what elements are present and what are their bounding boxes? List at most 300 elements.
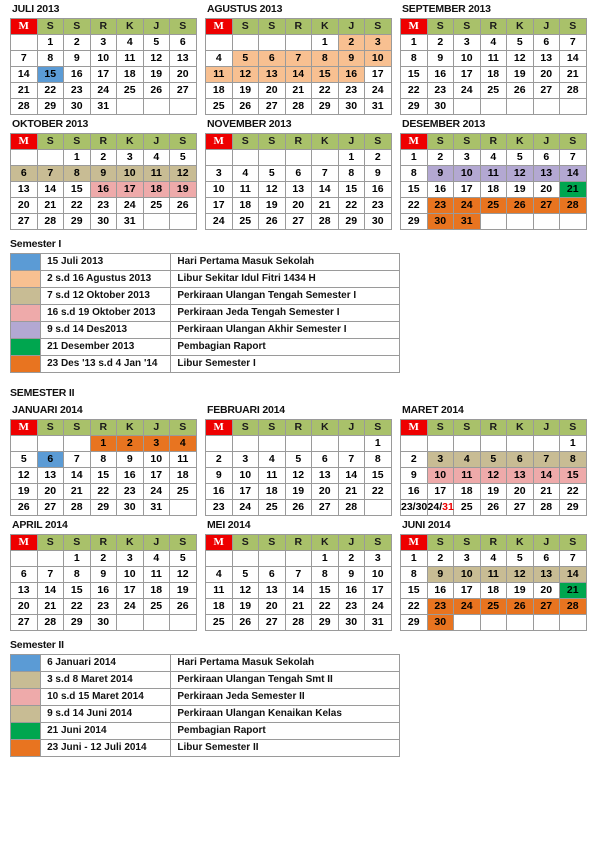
day-cell[interactable]: 5: [507, 551, 534, 567]
day-cell[interactable]: 6: [533, 551, 560, 567]
day-cell[interactable]: 28: [11, 99, 38, 115]
day-cell[interactable]: 26: [507, 599, 534, 615]
day-cell[interactable]: 12: [11, 468, 38, 484]
day-cell[interactable]: 14: [285, 583, 312, 599]
day-cell[interactable]: 25: [117, 83, 144, 99]
day-cell[interactable]: 17: [454, 182, 481, 198]
day-cell[interactable]: 17: [90, 67, 117, 83]
day-cell[interactable]: 3: [454, 150, 481, 166]
day-cell[interactable]: 13: [11, 583, 38, 599]
day-cell[interactable]: 15: [365, 468, 392, 484]
day-cell[interactable]: 6: [170, 35, 197, 51]
day-cell[interactable]: 19: [507, 67, 534, 83]
day-cell[interactable]: 12: [232, 67, 259, 83]
day-cell[interactable]: 11: [480, 51, 507, 67]
day-cell[interactable]: 7: [533, 452, 560, 468]
day-cell[interactable]: 30: [427, 615, 454, 631]
day-cell[interactable]: 4: [143, 551, 170, 567]
day-cell[interactable]: 9: [427, 567, 454, 583]
day-cell[interactable]: 28: [37, 214, 64, 230]
day-cell[interactable]: 21: [560, 67, 587, 83]
day-cell[interactable]: 10: [90, 51, 117, 67]
day-cell[interactable]: 16: [64, 67, 91, 83]
day-cell[interactable]: 2: [206, 452, 233, 468]
day-cell[interactable]: 14: [37, 583, 64, 599]
day-cell[interactable]: 2: [338, 551, 365, 567]
day-cell[interactable]: 22: [312, 599, 339, 615]
day-cell[interactable]: 13: [285, 182, 312, 198]
day-cell[interactable]: 7: [37, 567, 64, 583]
day-cell[interactable]: 3: [365, 551, 392, 567]
day-cell[interactable]: 16: [206, 484, 233, 500]
day-cell[interactable]: 11: [259, 468, 286, 484]
day-cell[interactable]: 11: [480, 567, 507, 583]
day-cell[interactable]: 28: [285, 615, 312, 631]
day-cell[interactable]: 6: [11, 567, 38, 583]
day-cell[interactable]: 17: [454, 67, 481, 83]
day-cell[interactable]: 5: [507, 150, 534, 166]
day-cell[interactable]: 4: [480, 35, 507, 51]
day-cell[interactable]: 18: [170, 468, 197, 484]
day-cell[interactable]: 22: [64, 198, 91, 214]
day-cell[interactable]: 27: [533, 198, 560, 214]
day-cell[interactable]: 23: [365, 198, 392, 214]
day-cell[interactable]: 2: [427, 551, 454, 567]
day-cell[interactable]: 26: [232, 99, 259, 115]
day-cell[interactable]: 29: [312, 615, 339, 631]
day-cell[interactable]: 6: [285, 166, 312, 182]
day-cell[interactable]: 10: [365, 567, 392, 583]
day-cell[interactable]: 6: [11, 166, 38, 182]
day-cell[interactable]: 25: [480, 599, 507, 615]
day-cell[interactable]: 20: [11, 599, 38, 615]
day-cell[interactable]: 25: [143, 599, 170, 615]
day-cell[interactable]: 12: [259, 182, 286, 198]
day-cell[interactable]: 17: [365, 67, 392, 83]
day-cell[interactable]: 22: [338, 198, 365, 214]
day-cell[interactable]: 3: [365, 35, 392, 51]
day-cell[interactable]: 8: [365, 452, 392, 468]
day-cell[interactable]: 16: [427, 182, 454, 198]
day-cell[interactable]: 20: [533, 67, 560, 83]
day-cell[interactable]: 22: [401, 198, 428, 214]
day-cell[interactable]: 11: [170, 452, 197, 468]
day-cell[interactable]: 28: [560, 83, 587, 99]
day-cell[interactable]: 14: [560, 567, 587, 583]
day-cell[interactable]: 19: [11, 484, 38, 500]
day-cell[interactable]: 13: [37, 468, 64, 484]
day-cell[interactable]: 19: [170, 182, 197, 198]
day-cell[interactable]: 25: [480, 198, 507, 214]
day-cell[interactable]: 7: [560, 551, 587, 567]
day-cell[interactable]: 13: [11, 182, 38, 198]
day-cell[interactable]: 14: [338, 468, 365, 484]
day-cell[interactable]: 5: [232, 567, 259, 583]
day-cell[interactable]: 16: [117, 468, 144, 484]
day-cell[interactable]: 17: [232, 484, 259, 500]
day-cell[interactable]: 20: [312, 484, 339, 500]
day-cell[interactable]: 11: [480, 166, 507, 182]
day-cell[interactable]: 8: [37, 51, 64, 67]
day-cell[interactable]: 6: [533, 150, 560, 166]
day-cell[interactable]: 26: [507, 83, 534, 99]
day-cell[interactable]: 9: [90, 567, 117, 583]
day-cell[interactable]: 4: [480, 150, 507, 166]
day-cell[interactable]: 19: [285, 484, 312, 500]
day-cell[interactable]: 6: [507, 452, 534, 468]
day-cell[interactable]: 30: [427, 99, 454, 115]
day-cell[interactable]: 8: [64, 166, 91, 182]
day-cell[interactable]: 26: [170, 198, 197, 214]
day-cell[interactable]: 6: [37, 452, 64, 468]
day-cell[interactable]: 30: [365, 214, 392, 230]
day-cell[interactable]: 24: [365, 599, 392, 615]
day-cell[interactable]: 13: [533, 166, 560, 182]
day-cell[interactable]: 27: [312, 500, 339, 516]
day-cell[interactable]: 4: [454, 452, 481, 468]
day-cell[interactable]: 4: [259, 452, 286, 468]
day-cell[interactable]: 9: [338, 51, 365, 67]
day-cell[interactable]: 15: [338, 182, 365, 198]
day-cell[interactable]: 8: [64, 567, 91, 583]
day-cell[interactable]: 12: [507, 567, 534, 583]
day-cell[interactable]: 29: [312, 99, 339, 115]
day-cell[interactable]: 28: [285, 99, 312, 115]
day-cell[interactable]: 3: [454, 35, 481, 51]
day-cell[interactable]: 20: [170, 67, 197, 83]
day-cell[interactable]: 5: [170, 150, 197, 166]
day-cell[interactable]: 7: [64, 452, 91, 468]
day-cell[interactable]: 17: [365, 583, 392, 599]
day-cell[interactable]: 19: [259, 198, 286, 214]
day-cell[interactable]: 30: [338, 99, 365, 115]
day-cell[interactable]: 8: [401, 166, 428, 182]
day-cell[interactable]: 16: [401, 484, 428, 500]
day-cell[interactable]: 31: [143, 500, 170, 516]
day-cell[interactable]: 7: [338, 452, 365, 468]
day-cell[interactable]: 25: [206, 615, 233, 631]
day-cell[interactable]: 23/30: [401, 500, 428, 516]
day-cell[interactable]: 17: [454, 583, 481, 599]
day-cell[interactable]: 18: [454, 484, 481, 500]
day-cell[interactable]: 9: [401, 468, 428, 484]
day-cell[interactable]: 27: [11, 214, 38, 230]
day-cell[interactable]: 20: [533, 182, 560, 198]
day-cell[interactable]: 8: [312, 51, 339, 67]
day-cell[interactable]: 28: [533, 500, 560, 516]
day-cell[interactable]: 27: [11, 615, 38, 631]
day-cell[interactable]: 6: [533, 35, 560, 51]
day-cell[interactable]: 30: [427, 214, 454, 230]
day-cell[interactable]: 3: [90, 35, 117, 51]
day-cell[interactable]: 20: [259, 599, 286, 615]
day-cell[interactable]: 27: [259, 99, 286, 115]
day-cell[interactable]: 20: [37, 484, 64, 500]
day-cell[interactable]: 9: [117, 452, 144, 468]
day-cell[interactable]: 8: [338, 166, 365, 182]
day-cell[interactable]: 12: [285, 468, 312, 484]
day-cell[interactable]: 29: [64, 615, 91, 631]
day-cell[interactable]: 22: [401, 83, 428, 99]
day-cell[interactable]: 12: [170, 166, 197, 182]
day-cell[interactable]: 28: [64, 500, 91, 516]
day-cell[interactable]: 26: [11, 500, 38, 516]
day-cell[interactable]: 6: [259, 567, 286, 583]
day-cell[interactable]: 8: [401, 51, 428, 67]
day-cell[interactable]: 25: [480, 83, 507, 99]
day-cell[interactable]: 1: [365, 436, 392, 452]
day-cell[interactable]: 23: [427, 198, 454, 214]
day-cell[interactable]: 24: [206, 214, 233, 230]
day-cell[interactable]: 26: [143, 83, 170, 99]
day-cell[interactable]: 22: [560, 484, 587, 500]
day-cell[interactable]: 1: [37, 35, 64, 51]
day-cell[interactable]: 8: [401, 567, 428, 583]
day-cell[interactable]: 12: [507, 166, 534, 182]
day-cell[interactable]: 12: [507, 51, 534, 67]
day-cell[interactable]: 1: [401, 150, 428, 166]
day-cell[interactable]: 18: [143, 182, 170, 198]
day-cell[interactable]: 11: [232, 182, 259, 198]
day-cell[interactable]: 15: [401, 67, 428, 83]
day-cell[interactable]: 24: [117, 198, 144, 214]
day-cell[interactable]: 7: [285, 51, 312, 67]
day-cell[interactable]: 11: [117, 51, 144, 67]
day-cell[interactable]: 26: [480, 500, 507, 516]
day-cell[interactable]: 23: [90, 599, 117, 615]
day-cell[interactable]: 16: [427, 583, 454, 599]
day-cell[interactable]: 16: [90, 182, 117, 198]
day-cell[interactable]: 15: [90, 468, 117, 484]
day-cell[interactable]: 2: [64, 35, 91, 51]
day-cell[interactable]: 29: [37, 99, 64, 115]
day-cell[interactable]: 16: [338, 583, 365, 599]
day-cell[interactable]: 14: [285, 67, 312, 83]
day-cell[interactable]: 18: [480, 67, 507, 83]
day-cell[interactable]: 13: [259, 583, 286, 599]
day-cell[interactable]: 2: [90, 150, 117, 166]
day-cell[interactable]: 28: [37, 615, 64, 631]
day-cell[interactable]: 24: [232, 500, 259, 516]
day-cell[interactable]: 19: [232, 599, 259, 615]
day-cell[interactable]: 14: [312, 182, 339, 198]
day-cell[interactable]: 4: [206, 51, 233, 67]
day-cell[interactable]: 29: [401, 214, 428, 230]
day-cell[interactable]: 10: [117, 567, 144, 583]
day-cell[interactable]: 10: [454, 51, 481, 67]
day-cell[interactable]: 18: [232, 198, 259, 214]
day-cell[interactable]: 5: [11, 452, 38, 468]
day-cell[interactable]: 15: [37, 67, 64, 83]
day-cell[interactable]: 25: [170, 484, 197, 500]
day-cell[interactable]: 4: [143, 150, 170, 166]
day-cell[interactable]: 23: [338, 599, 365, 615]
day-cell[interactable]: 9: [365, 166, 392, 182]
day-cell[interactable]: 19: [232, 83, 259, 99]
day-cell[interactable]: 14: [37, 182, 64, 198]
day-cell[interactable]: 17: [117, 182, 144, 198]
day-cell[interactable]: 8: [312, 567, 339, 583]
day-cell[interactable]: 28: [560, 198, 587, 214]
day-cell[interactable]: 1: [338, 150, 365, 166]
day-cell[interactable]: 1: [401, 551, 428, 567]
day-cell[interactable]: 3: [143, 436, 170, 452]
day-cell[interactable]: 1: [64, 551, 91, 567]
day-cell[interactable]: 15: [64, 182, 91, 198]
day-cell[interactable]: 24: [117, 599, 144, 615]
day-cell[interactable]: 9: [427, 166, 454, 182]
day-cell[interactable]: 19: [507, 182, 534, 198]
day-cell[interactable]: 5: [480, 452, 507, 468]
day-cell[interactable]: 3: [117, 551, 144, 567]
day-cell[interactable]: 13: [170, 51, 197, 67]
day-cell[interactable]: 5: [170, 551, 197, 567]
day-cell[interactable]: 21: [37, 198, 64, 214]
day-cell[interactable]: 2: [427, 35, 454, 51]
day-cell[interactable]: 13: [533, 567, 560, 583]
day-cell[interactable]: 29: [64, 214, 91, 230]
day-cell[interactable]: 21: [285, 599, 312, 615]
day-cell[interactable]: 26: [170, 599, 197, 615]
day-cell[interactable]: 17: [143, 468, 170, 484]
day-cell[interactable]: 5: [507, 35, 534, 51]
day-cell[interactable]: 10: [427, 468, 454, 484]
day-cell[interactable]: 25: [454, 500, 481, 516]
day-cell[interactable]: 17: [206, 198, 233, 214]
day-cell[interactable]: 3: [454, 551, 481, 567]
day-cell[interactable]: 21: [560, 583, 587, 599]
day-cell[interactable]: 15: [560, 468, 587, 484]
day-cell[interactable]: 13: [507, 468, 534, 484]
day-cell[interactable]: 31: [117, 214, 144, 230]
day-cell[interactable]: 22: [37, 83, 64, 99]
day-cell[interactable]: 14: [560, 51, 587, 67]
day-cell[interactable]: 2: [338, 35, 365, 51]
day-cell[interactable]: 27: [170, 83, 197, 99]
day-cell[interactable]: 5: [143, 35, 170, 51]
day-cell[interactable]: 28: [312, 214, 339, 230]
day-cell[interactable]: 15: [401, 583, 428, 599]
day-cell[interactable]: 24: [454, 83, 481, 99]
day-cell[interactable]: 24: [365, 83, 392, 99]
day-cell[interactable]: 19: [480, 484, 507, 500]
day-cell[interactable]: 16: [90, 583, 117, 599]
day-cell[interactable]: 18: [206, 599, 233, 615]
day-cell[interactable]: 27: [285, 214, 312, 230]
day-cell[interactable]: 17: [117, 583, 144, 599]
day-cell[interactable]: 1: [312, 35, 339, 51]
day-cell[interactable]: 7: [285, 567, 312, 583]
day-cell[interactable]: 24: [454, 198, 481, 214]
day-cell[interactable]: 21: [533, 484, 560, 500]
day-cell[interactable]: 21: [312, 198, 339, 214]
day-cell[interactable]: 9: [427, 51, 454, 67]
day-cell[interactable]: 25: [232, 214, 259, 230]
day-cell[interactable]: 26: [259, 214, 286, 230]
day-cell[interactable]: 27: [533, 599, 560, 615]
day-cell[interactable]: 4: [117, 35, 144, 51]
day-cell[interactable]: 4: [170, 436, 197, 452]
day-cell[interactable]: 2: [117, 436, 144, 452]
day-cell[interactable]: 30: [90, 615, 117, 631]
day-cell[interactable]: 20: [11, 198, 38, 214]
day-cell[interactable]: 29: [560, 500, 587, 516]
day-cell[interactable]: 22: [401, 599, 428, 615]
day-cell[interactable]: 2: [427, 150, 454, 166]
day-cell[interactable]: 18: [206, 83, 233, 99]
day-cell[interactable]: 29: [90, 500, 117, 516]
day-cell[interactable]: 22: [365, 484, 392, 500]
day-cell[interactable]: 8: [560, 452, 587, 468]
day-cell[interactable]: 23: [90, 198, 117, 214]
day-cell[interactable]: 28: [338, 500, 365, 516]
day-cell[interactable]: 27: [507, 500, 534, 516]
day-cell[interactable]: 10: [232, 468, 259, 484]
day-cell[interactable]: 13: [533, 51, 560, 67]
day-cell[interactable]: 29: [401, 615, 428, 631]
day-cell[interactable]: 20: [285, 198, 312, 214]
day-cell[interactable]: 7: [312, 166, 339, 182]
day-cell[interactable]: 15: [312, 67, 339, 83]
day-cell[interactable]: 5: [232, 51, 259, 67]
day-cell[interactable]: 18: [480, 583, 507, 599]
day-cell[interactable]: 11: [143, 567, 170, 583]
day-cell[interactable]: 12: [170, 567, 197, 583]
day-cell[interactable]: 7: [11, 51, 38, 67]
day-cell[interactable]: 21: [338, 484, 365, 500]
day-cell[interactable]: 4: [206, 567, 233, 583]
day-cell[interactable]: 24: [454, 599, 481, 615]
day-cell[interactable]: 17: [427, 484, 454, 500]
day-cell[interactable]: 20: [507, 484, 534, 500]
day-cell[interactable]: 15: [64, 583, 91, 599]
day-cell[interactable]: 26: [232, 615, 259, 631]
day-cell[interactable]: 10: [454, 166, 481, 182]
day-cell[interactable]: 23: [206, 500, 233, 516]
day-cell[interactable]: 9: [90, 166, 117, 182]
day-cell[interactable]: 30: [90, 214, 117, 230]
day-cell[interactable]: 29: [401, 99, 428, 115]
day-cell[interactable]: 31: [90, 99, 117, 115]
day-cell[interactable]: 16: [427, 67, 454, 83]
day-cell[interactable]: 30: [117, 500, 144, 516]
day-cell[interactable]: 12: [143, 51, 170, 67]
day-cell[interactable]: 11: [206, 583, 233, 599]
day-cell[interactable]: 8: [90, 452, 117, 468]
day-cell[interactable]: 1: [312, 551, 339, 567]
day-cell[interactable]: 10: [365, 51, 392, 67]
day-cell[interactable]: 18: [480, 182, 507, 198]
day-cell[interactable]: 21: [285, 83, 312, 99]
day-cell[interactable]: 31: [365, 99, 392, 115]
day-cell[interactable]: 23: [64, 83, 91, 99]
day-cell[interactable]: 27: [259, 615, 286, 631]
day-cell[interactable]: 23: [427, 599, 454, 615]
day-cell[interactable]: 6: [259, 51, 286, 67]
day-cell[interactable]: 10: [206, 182, 233, 198]
day-cell[interactable]: 25: [206, 99, 233, 115]
day-cell[interactable]: 7: [37, 166, 64, 182]
day-cell[interactable]: 3: [206, 166, 233, 182]
day-cell[interactable]: 11: [143, 166, 170, 182]
day-cell[interactable]: 27: [533, 83, 560, 99]
day-cell[interactable]: 9: [206, 468, 233, 484]
day-cell[interactable]: 1: [560, 436, 587, 452]
day-cell[interactable]: 1: [401, 35, 428, 51]
day-cell[interactable]: 23: [427, 83, 454, 99]
day-cell[interactable]: 24: [90, 83, 117, 99]
day-cell[interactable]: 11: [206, 67, 233, 83]
